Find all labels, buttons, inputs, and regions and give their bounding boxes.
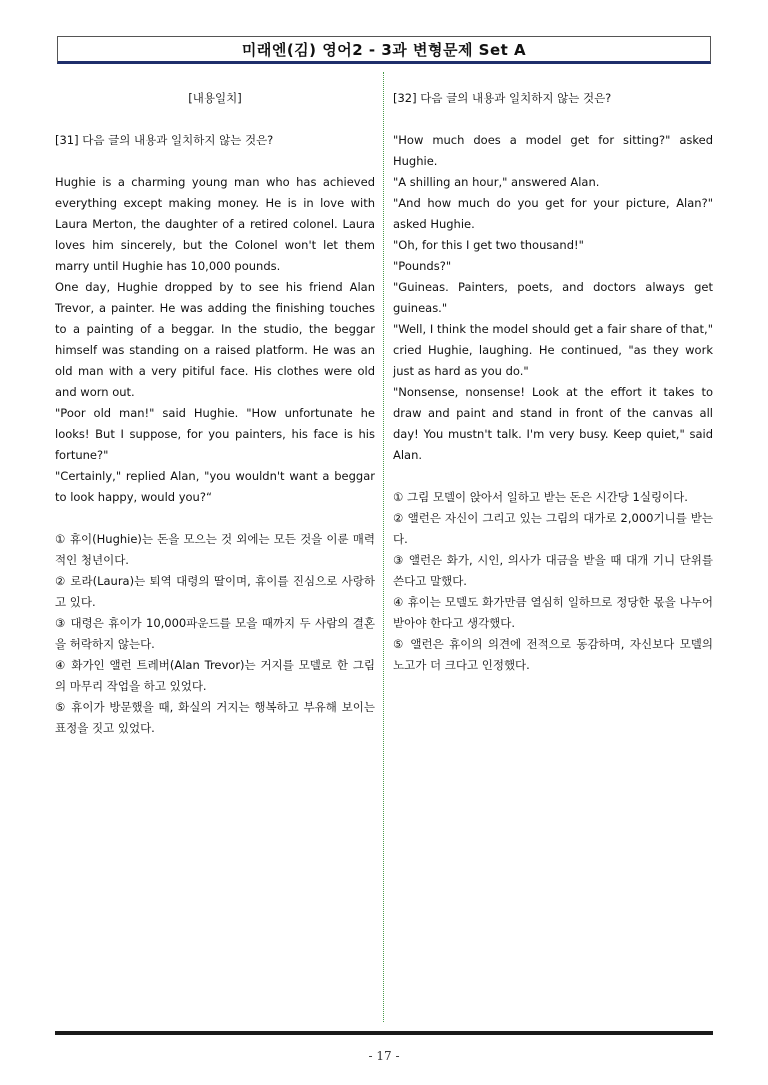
question-31-option-1: ① 휴이(Hughie)는 돈을 모으는 것 외에는 모든 것을 이룬 매력적인 청년이다. [55, 532, 375, 567]
question-32-option-1: ① 그림 모델이 앉아서 일하고 받는 돈은 시간당 1실링이다. [393, 490, 688, 504]
right-column [393, 88, 713, 676]
left-column [55, 88, 375, 739]
question-31-prompt: [31] 다음 글의 내용과 일치하지 않는 것은? [55, 133, 274, 147]
passage-32-line-1: "How much does a model get for sitting?" asked Hughie. [393, 133, 713, 168]
passage-32-line-8: "Nonsense, nonsense! Look at the effort it takes to draw and paint and stand in front of the canvas all day! You mustn't talk. I'm very busy. Keep quiet," said Alan. [393, 385, 713, 462]
passage-31-paragraph-2: One day, Hughie dropped by to see his friend Alan Trevor, a painter. He was adding the finishing touches to a painting of a beggar. In the studio, the beggar himself was standing on a raised platform. He was an old man with a very pitiful face. His clothes were old and worn out. [55, 280, 375, 399]
section-label: [내용일치] [188, 91, 242, 105]
passage-32-line-7: "Well, I think the model should get a fair share of that," cried Hughie, laughing. He continued, "as they work just as hard as you do." [393, 322, 713, 378]
passage-32-line-4: "Oh, for this I get two thousand!" [393, 238, 584, 252]
footer-rule [55, 1031, 713, 1035]
question-32-option-4: ④ 휴이는 모델도 화가만큼 열심히 일하므로 정당한 몫을 나누어 받아야 한다고 생각했다. [393, 595, 713, 630]
question-31-option-4: ④ 화가인 앨런 트레버(Alan Trevor)는 거지를 모델로 한 그림의 마무리 작업을 하고 있었다. [55, 658, 375, 693]
passage-31-paragraph-1: Hughie is a charming young man who has achieved everything except making money. He is in love with Laura Merton, the daughter of a retired colonel. Laura loves him sincerely, but the Colonel won't let them marry until Hughie has 10,000 pounds. [55, 175, 375, 273]
question-31-option-5: ⑤ 휴이가 방문했을 때, 화실의 거지는 행복하고 부유해 보이는 표정을 짓고 있었다. [55, 700, 375, 735]
question-32-option-3: ③ 앨런은 화가, 시인, 의사가 대금을 받을 때 대개 기니 단위를 쓴다고 말했다. [393, 553, 713, 588]
passage-31-paragraph-4: "Certainly," replied Alan, "you wouldn't want a beggar to look happy, would you?“ [55, 469, 375, 504]
passage-32-line-3: "And how much do you get for your picture, Alan?" asked Hughie. [393, 196, 713, 231]
passage-32-line-5: "Pounds?" [393, 259, 452, 273]
question-32-option-2: ② 앨런은 자신이 그리고 있는 그림의 대가로 2,000기니를 받는다. [393, 511, 713, 546]
question-32-option-5: ⑤ 앨런은 휴이의 의견에 전적으로 동감하며, 자신보다 모델의 노고가 더 크다고 인정했다. [393, 637, 713, 672]
column-divider [383, 72, 384, 1022]
passage-32-line-6: "Guineas. Painters, poets, and doctors always get guineas." [393, 280, 713, 315]
question-31-option-2: ② 로라(Laura)는 퇴역 대령의 딸이며, 휴이를 진심으로 사랑하고 있다. [55, 574, 375, 609]
page-title [57, 36, 711, 64]
page-title-text: 미래엔(김) 영어2 - 3과 변형문제 Set A [241, 40, 527, 59]
question-31-option-3: ③ 대령은 휴이가 10,000파운드를 모을 때까지 두 사람의 결혼을 허락하지 않는다. [55, 616, 375, 651]
question-32-prompt: [32] 다음 글의 내용과 일치하지 않는 것은? [393, 91, 612, 105]
page-number: - 17 - [368, 1049, 400, 1063]
passage-31-paragraph-3: "Poor old man!" said Hughie. "How unfortunate he looks! But I suppose, for you painters, his face is his fortune?" [55, 406, 375, 462]
passage-32-line-2: "A shilling an hour," answered Alan. [393, 175, 600, 189]
